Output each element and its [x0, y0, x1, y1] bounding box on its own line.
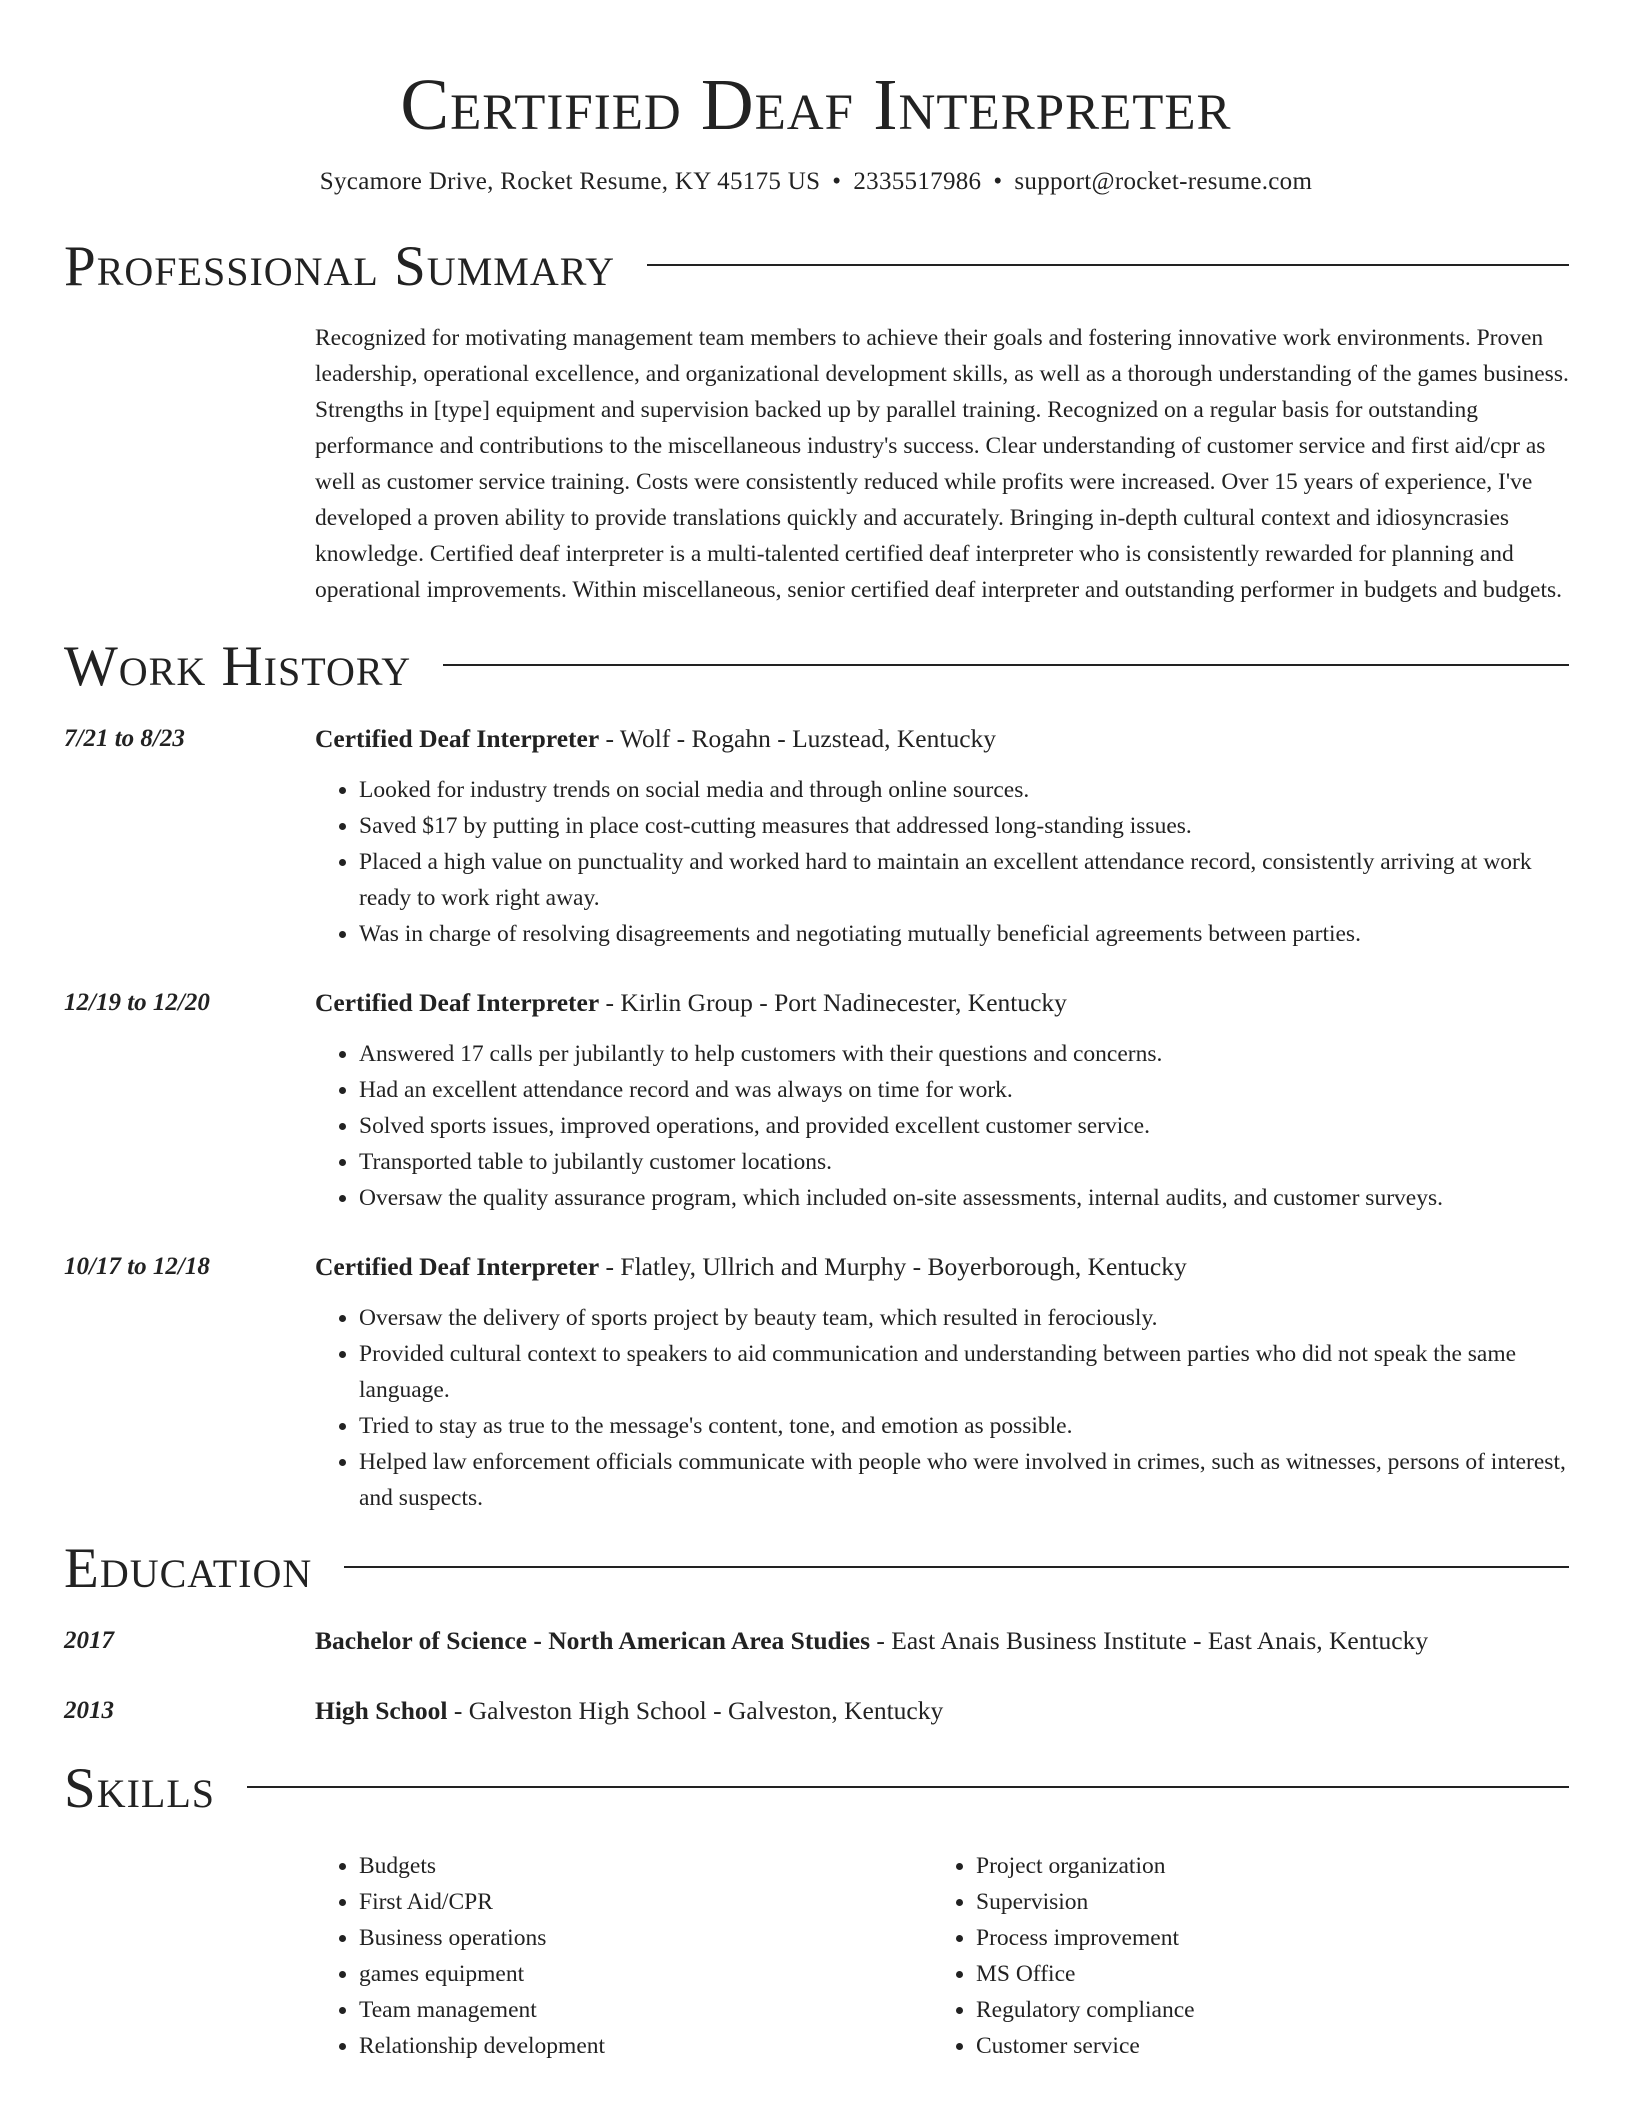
list-item: • Customer service: [976, 2028, 1549, 2064]
job-title-line: [315, 722, 1632, 756]
education-year: 2013: [64, 1697, 114, 1724]
job-details: - Flatley, Ullrich and Murphy - Boyerborough, Kentucky: [599, 1252, 1187, 1281]
list-item: • Helped law enforcement officials communicate with people who were involved in crimes, such as witnesses, persons of interest, and suspects.: [359, 1444, 1570, 1516]
job-title: Certified Deaf Interpreter: [315, 1252, 600, 1281]
list-item: • Provided cultural context to speakers to aid communication and understanding between parties who did not speak the same language.: [359, 1336, 1570, 1408]
section-divider: [647, 264, 1569, 266]
list-item: • MS Office: [976, 1956, 1549, 1992]
education-entry: [0, 1624, 1632, 1658]
list-item: • games equipment: [359, 1956, 932, 1992]
work-heading: Work History: [64, 635, 412, 698]
skills-heading: Skills: [64, 1757, 216, 1820]
job-dates: 10/17 to 12/18: [64, 1253, 210, 1280]
skills-column-right: [932, 1848, 1549, 2064]
contact-email[interactable]: support@rocket-resume.com: [1014, 168, 1313, 195]
list-item: • Tried to stay as true to the message's content, tone, and emotion as possible.: [359, 1408, 1570, 1444]
list-item: • Supervision: [976, 1884, 1549, 1920]
education-details: - Galveston High School - Galveston, Kentucky: [447, 1696, 944, 1725]
job-entry: [0, 1250, 1632, 1516]
work-section-header: [64, 634, 1569, 700]
list-item: • Looked for industry trends on social media and through online sources.: [359, 772, 1570, 808]
education-section-header: [64, 1536, 1569, 1602]
education-entry: [0, 1694, 1632, 1728]
education-heading: Education: [64, 1537, 313, 1600]
contact-separator: •: [832, 168, 842, 195]
job-entry: [0, 722, 1632, 952]
list-item: • Solved sports issues, improved operations, and provided excellent customer service.: [359, 1108, 1570, 1144]
list-item: • Team management: [359, 1992, 932, 2028]
list-item: • First Aid/CPR: [359, 1884, 932, 1920]
job-bullets: [315, 1300, 1570, 1516]
education-degree: High School: [315, 1696, 448, 1725]
list-item: • Saved $17 by putting in place cost-cutting measures that addressed long-standing issues.: [359, 808, 1570, 844]
education-degree: Bachelor of Science - North American Area Studies: [315, 1626, 871, 1655]
skills-list: [315, 1848, 1632, 2064]
skills-section-header: [64, 1756, 1569, 1822]
job-details: - Kirlin Group - Port Nadinecester, Kentucky: [599, 988, 1067, 1017]
job-entry: [0, 986, 1632, 1216]
list-item: • Oversaw the quality assurance program, which included on-site assessments, internal audits, and customer surveys.: [359, 1180, 1570, 1216]
section-divider: [443, 664, 1569, 666]
summary-heading: Professional Summary: [64, 235, 616, 298]
list-item: • Project organization: [976, 1848, 1549, 1884]
job-title: Certified Deaf Interpreter: [315, 724, 600, 753]
list-item: • Answered 17 calls per jubilantly to help customers with their questions and concerns.: [359, 1036, 1570, 1072]
list-item: • Was in charge of resolving disagreements and negotiating mutually beneficial agreements between parties.: [359, 916, 1570, 952]
job-details: - Wolf - Rogahn - Luzstead, Kentucky: [599, 724, 997, 753]
contact-phone: 2335517986: [853, 168, 982, 195]
job-title-line: [315, 1250, 1632, 1284]
list-item: • Regulatory compliance: [976, 1992, 1549, 2028]
contact-address: Sycamore Drive, Rocket Resume, KY 45175 US: [319, 168, 821, 195]
summary-text: Recognized for motivating management team members to achieve their goals and fostering innovative work environments. Proven leadership, operational excellence, and organizational development skills, as well as a thorough understanding of the games business. Strengths in [type] equipment and supervision backed up by parallel training. Recognized on a regular basis for outstanding performance and contributions to the miscellaneous industry's success. Clear understanding of customer service and first aid/cpr as well as customer service training. Costs were consistently reduced while profits were increased. Over 15 years of experience, I've developed a proven ability to provide translations quickly and accurately. Bringing in-depth cultural context and idiosyncrasies knowledge. Certified deaf interpreter is a multi-talented certified deaf interpreter who is consistently rewarded for planning and operational improvements. Within miscellaneous, senior certified deaf interpreter and outstanding performer in budgets and budgets.: [315, 325, 1569, 603]
list-item: • Had an excellent attendance record and was always on time for work.: [359, 1072, 1570, 1108]
summary-section-header: [64, 234, 1569, 300]
education-line: [315, 1624, 1632, 1658]
education-line: [315, 1694, 1632, 1728]
job-dates: 12/19 to 12/20: [64, 989, 210, 1016]
education-year: 2017: [64, 1627, 114, 1654]
job-title: Certified Deaf Interpreter: [315, 988, 600, 1017]
list-item: • Placed a high value on punctuality and worked hard to maintain an excellent attendance record, consistently arriving at work ready to work right away.: [359, 844, 1570, 916]
list-item: • Oversaw the delivery of sports project by beauty team, which resulted in ferociously.: [359, 1300, 1570, 1336]
contact-line: [0, 168, 1632, 196]
job-title-line: [315, 986, 1632, 1020]
job-bullets: [315, 772, 1570, 952]
list-item: • Business operations: [359, 1920, 932, 1956]
resume-name: Certified Deaf Interpreter: [400, 64, 1232, 145]
contact-separator: •: [993, 168, 1003, 195]
job-bullets: [315, 1036, 1570, 1216]
list-item: • Budgets: [359, 1848, 932, 1884]
list-item: • Transported table to jubilantly customer locations.: [359, 1144, 1570, 1180]
section-divider: [247, 1786, 1569, 1788]
list-item: • Process improvement: [976, 1920, 1549, 1956]
education-details: - East Anais Business Institute - East Anais, Kentucky: [870, 1626, 1429, 1655]
job-dates: 7/21 to 8/23: [64, 725, 185, 752]
skills-column-left: [315, 1848, 932, 2064]
section-divider: [344, 1566, 1569, 1568]
list-item: • Relationship development: [359, 2028, 932, 2064]
